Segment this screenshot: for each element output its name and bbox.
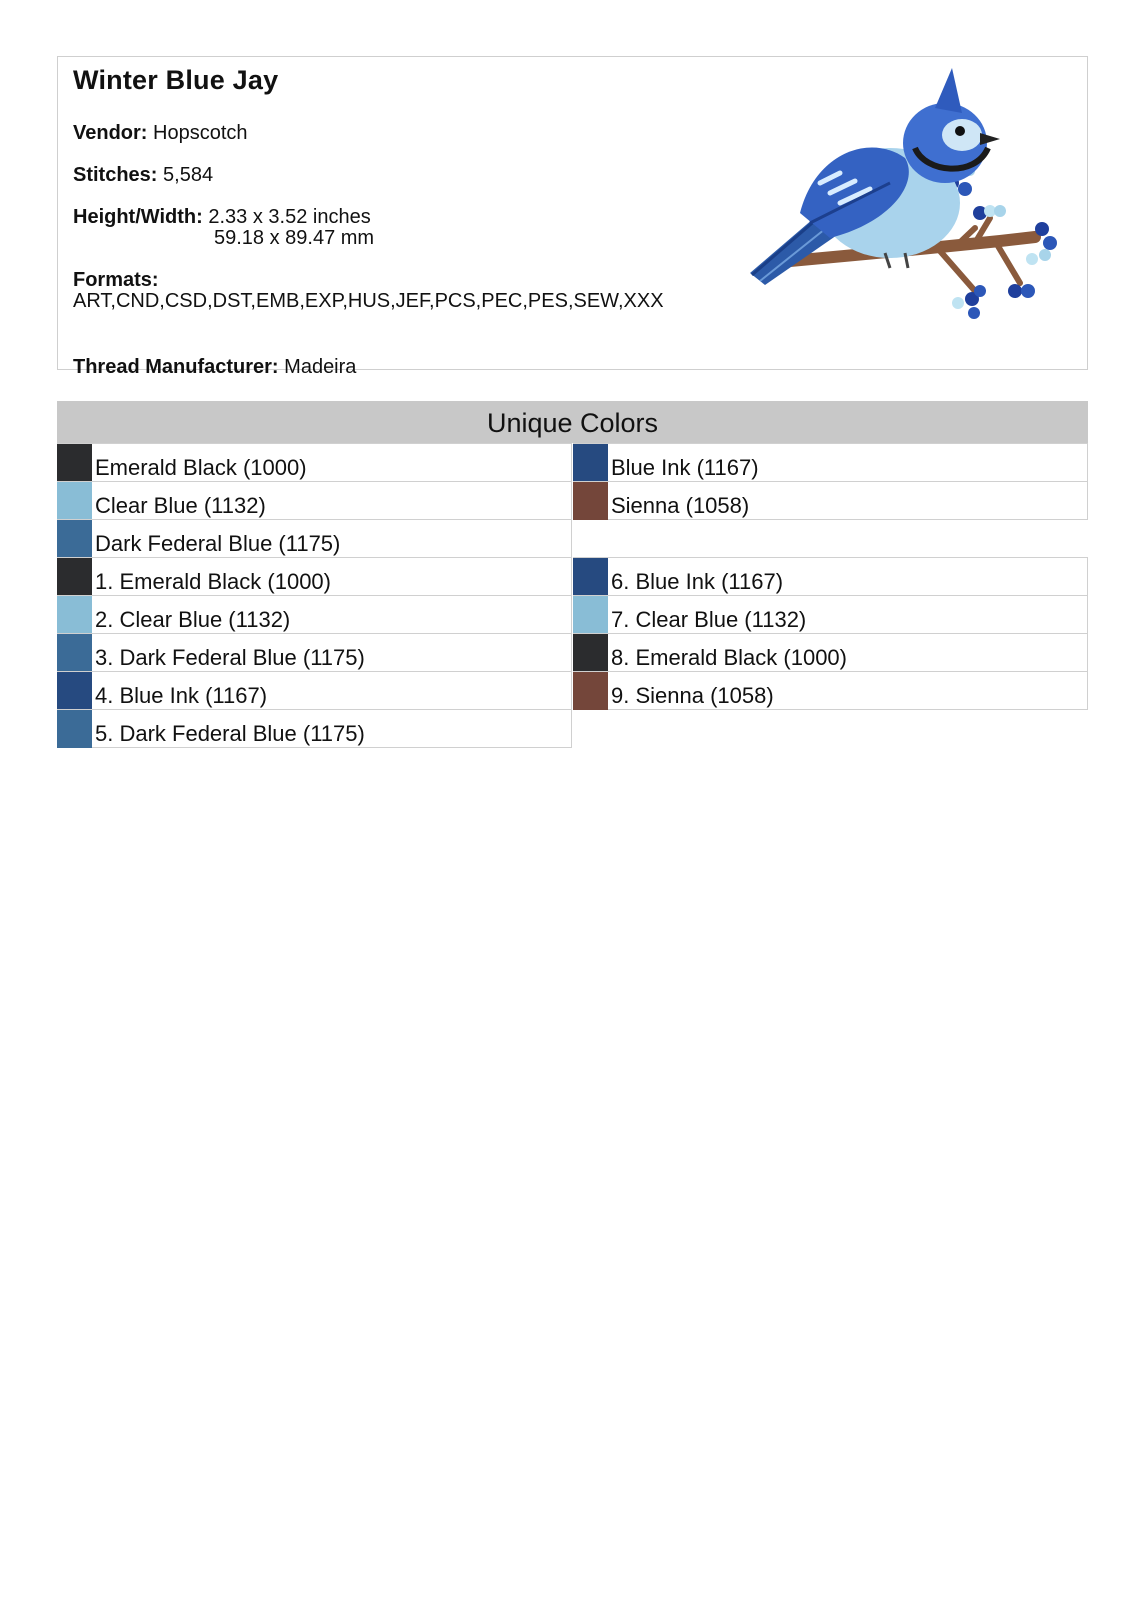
stitches-label: Stitches: (73, 164, 158, 186)
color-swatch (573, 634, 608, 672)
vendor-label: Vendor: (73, 122, 148, 144)
color-swatch (57, 482, 92, 520)
color-swatch (573, 672, 608, 710)
design-details (73, 65, 673, 378)
color-name: Dark Federal Blue (1175) (95, 531, 341, 556)
color-name: Sienna (1058) (611, 493, 750, 518)
thread-manufacturer-value: Madeira (284, 356, 357, 378)
sequence-color-name: 2. Clear Blue (1132) (95, 607, 291, 632)
color-swatch (57, 596, 92, 634)
blue-jay-embroidery-image (690, 63, 1090, 363)
stitches-field (73, 165, 213, 186)
thread-manufacturer-label: Thread Manufacturer: (73, 356, 279, 378)
color-swatch (57, 444, 92, 482)
sequence-color-name: 5. Dark Federal Blue (1175) (95, 721, 365, 746)
color-swatch (573, 558, 608, 596)
sequence-row (573, 557, 1088, 596)
sequence-row (57, 557, 572, 596)
sequence-row (573, 633, 1088, 672)
color-swatch (57, 520, 92, 558)
sequence-color-name: 7. Clear Blue (1132) (611, 607, 807, 632)
sequence-row (57, 709, 572, 748)
color-name: Blue Ink (1167) (611, 455, 759, 480)
color-row (57, 519, 572, 558)
vendor-field (73, 123, 248, 144)
color-swatch (57, 672, 92, 710)
color-swatch (573, 444, 608, 482)
color-swatch (573, 596, 608, 634)
thread-manufacturer-field (73, 357, 356, 378)
color-name: Clear Blue (1132) (95, 493, 266, 518)
formats-label: Formats: (73, 269, 159, 291)
size-mm-value: 59.18 x 89.47 mm (214, 227, 375, 249)
color-row (573, 481, 1088, 520)
sequence-color-name: 4. Blue Ink (1167) (95, 683, 268, 708)
color-row (573, 443, 1088, 482)
sequence-color-name: 6. Blue Ink (1167) (611, 569, 784, 594)
color-swatch (57, 710, 92, 748)
formats-field (73, 270, 685, 312)
height-width-field (73, 207, 374, 249)
color-name: Emerald Black (1000) (95, 455, 307, 480)
sequence-row (57, 671, 572, 710)
sequence-color-name: 8. Emerald Black (1000) (611, 645, 847, 670)
sequence-color-name: 1. Emerald Black (1000) (95, 569, 331, 594)
design-info-panel (57, 56, 1088, 378)
stitches-value: 5,584 (163, 164, 214, 186)
height-width-label: Height/Width: (73, 206, 203, 228)
color-swatch (573, 482, 608, 520)
sequence-color-name: 9. Sienna (1058) (611, 683, 774, 708)
color-row (57, 481, 572, 520)
sequence-row (57, 595, 572, 634)
sequence-row (573, 671, 1088, 710)
vendor-value: Hopscotch (153, 122, 248, 144)
color-row (57, 443, 572, 482)
sequence-row (573, 595, 1088, 634)
formats-value: ART,CND,CSD,DST,EMB,EXP,HUS,JEF,PCS,PEC,PES,SEW,XXX (73, 290, 664, 312)
sequence-row (57, 633, 572, 672)
sequence-color-name: 3. Dark Federal Blue (1175) (95, 645, 365, 670)
color-swatch (57, 558, 92, 596)
size-inches-value: 2.33 x 3.52 inches (208, 206, 371, 228)
color-swatch (57, 634, 92, 672)
unique-colors-header: Unique Colors (57, 401, 1088, 443)
design-title: Winter Blue Jay (73, 65, 279, 95)
